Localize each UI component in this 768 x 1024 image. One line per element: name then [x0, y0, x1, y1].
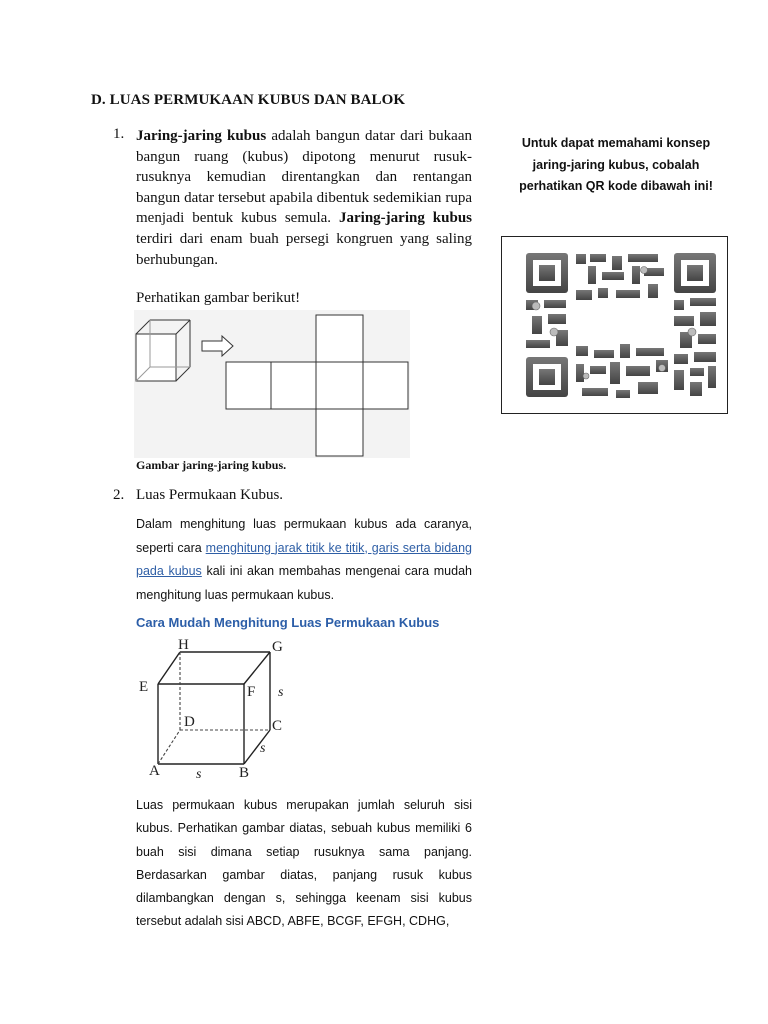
- item2-paragraph-2: Luas permukaan kubus merupakan jumlah seluruh sisi kubus. Perhatikan gambar diatas, sebuah kubus memiliki 6 buah sisi dimana setiap rusuknya sama panjang. Berdasarkan gambar diatas, panjang rusuk kubus dilambangkan dengan s, sehingga keenam sisi kubus tersebut adalah sisi ABCD, ABFE, BCGF, EFGH, CDHG,: [136, 798, 472, 929]
- observe-text: Perhatikan gambar berikut!: [136, 290, 301, 306]
- label-A: A: [149, 763, 160, 779]
- label-s-right: s: [278, 685, 284, 700]
- term-jaring-jaring-kubus-2: Jaring-jaring kubus: [339, 210, 472, 227]
- qr-caption: Untuk dapat memahami konsep jaring-jaring kubus, cobalah perhatikan QR kode dibawah ini!: [519, 136, 713, 193]
- label-B: B: [239, 765, 250, 781]
- label-D: D: [184, 714, 195, 730]
- list-number-1: 1.: [113, 126, 125, 142]
- item1-paragraph: [136, 126, 472, 270]
- label-s-bottom: s: [196, 767, 202, 782]
- item2-paragraph: [136, 513, 472, 607]
- link-jarak-titik[interactable]: menghitung jarak titik ke titik, garis serta bidang pada kubus: [136, 540, 473, 578]
- cube-net-figure: [134, 310, 410, 458]
- cube-diagram: [136, 634, 296, 784]
- label-F: F: [247, 684, 256, 700]
- subheading: Cara Mudah Menghitung Luas Permukaan Kubus: [136, 615, 440, 630]
- term-jaring-jaring-kubus: Jaring-jaring kubus: [136, 128, 267, 144]
- label-H: H: [178, 637, 189, 653]
- list-number-2: 2.: [113, 487, 125, 503]
- label-G: G: [272, 639, 283, 655]
- figure-caption: Gambar jaring-jaring kubus.: [136, 458, 287, 472]
- cube-hidden-edges: [158, 652, 270, 764]
- item1-text-part2: terdiri dari enam buah persegi kongruen yang saling berhubungan.: [136, 230, 472, 268]
- item2-text-part1: Dalam menghitung luas permukaan kubus ada caranya, seperti cara: [136, 517, 472, 555]
- label-E: E: [139, 679, 149, 695]
- label-s-diagonal: s: [260, 741, 266, 756]
- item1-text-part1: adalah bangun datar dari bukaan bangun ruang (kubus) dipotong menurut rusuk-rusuknya kemudian direntangkan dan rentangan bangun datar tersebut apabila dibentuk sedemikian rupa menjadi bentuk kubus semula.: [136, 128, 472, 227]
- label-C: C: [272, 718, 283, 734]
- item2-title: Luas Permukaan Kubus.: [136, 487, 284, 503]
- item2-text-part2: kali ini akan membahas mengenai cara mudah menghitung luas permukaan kubus.: [136, 564, 472, 602]
- cube-edges: [158, 652, 270, 764]
- qr-code-box: [501, 236, 728, 414]
- qr-code-icon: [524, 250, 718, 400]
- section-heading: D. LUAS PERMUKAAN KUBUS DAN BALOK: [91, 92, 406, 108]
